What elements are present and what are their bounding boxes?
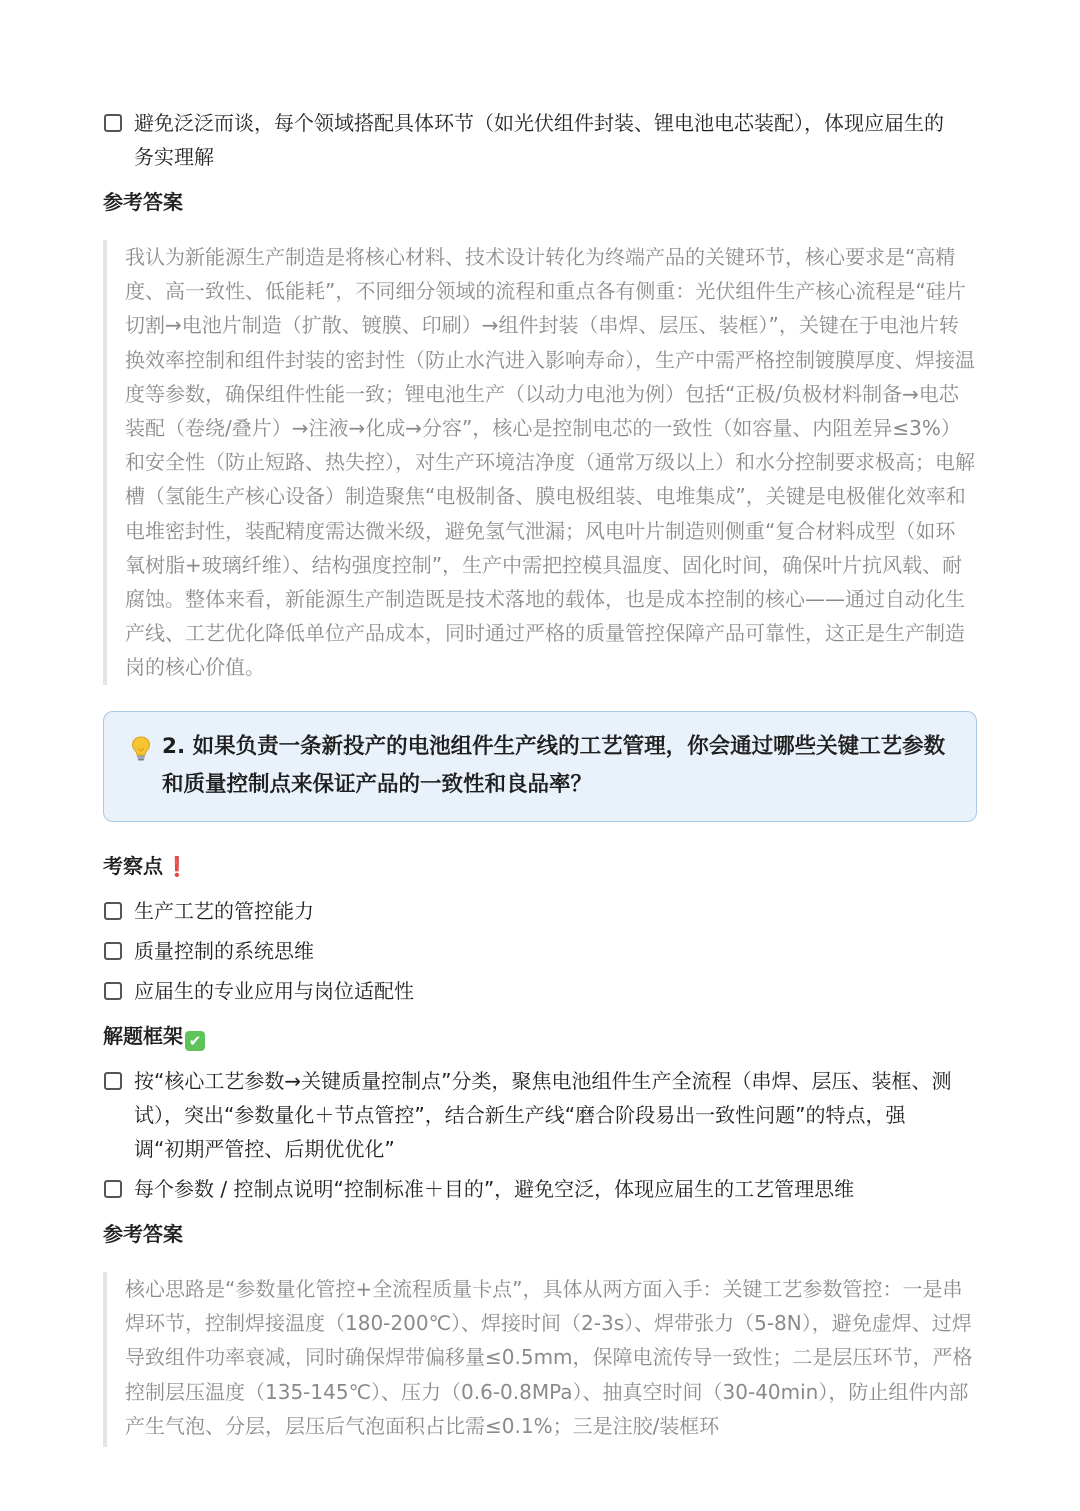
framework-heading: [103, 1021, 205, 1051]
answer-heading: 参考答案: [103, 1222, 183, 1246]
checkbox[interactable]: [104, 1180, 122, 1198]
question-callout: [103, 711, 977, 822]
check-mark-icon: ✔: [185, 1031, 205, 1051]
focus-heading-label: 考察点: [103, 854, 163, 878]
focus-item-text: 应届生的专业应用与岗位适配性: [134, 979, 414, 1003]
checkbox[interactable]: [104, 114, 122, 132]
checkbox[interactable]: [104, 902, 122, 920]
exclamation-icon: ❗: [165, 856, 189, 878]
checkbox[interactable]: [104, 942, 122, 960]
framework-item: [104, 106, 954, 174]
focus-item-text: 质量控制的系统思维: [134, 939, 314, 963]
framework-item: [104, 1064, 954, 1166]
framework-item-text: 按“核心工艺参数→关键质量控制点”分类，聚焦电池组件生产全流程（串焊、层压、装框、测试），突出“参数量化＋节点管控”，结合新生产线“磨合阶段易出一致性问题”的特点，强调“初期严管控、后期优优化”: [134, 1069, 952, 1161]
lightbulb-icon: [131, 736, 151, 762]
answer-text: 我认为新能源生产制造是将核心材料、技术设计转化为终端产品的关键环节，核心要求是“高精度、高一致性、低能耗”，不同细分领域的流程和重点各有侧重：光伏组件生产核心流程是“硅片切割→电池片制造（扩散、镀膜、印刷）→组件封装（串焊、层压、装框）”，关键在于电池片转换效率控制和组件封装的密封性（防止水汽进入影响寿命），生产中需严格控制镀膜厚度、焊接温度等参数，确保组件性能一致；锂电池生产（以动力电池为例）包括“正极/负极材料制备→电芯装配（卷绕/叠片）→注液→化成→分容”，核心是控制电芯的一致性（如容量、内阻差异≤3%）和安全性（防止短路、热失控），对生产环境洁净度（通常万级以上）和水分控制要求极高；电解槽（氢能生产核心设备）制造聚焦“电极制备、膜电极组装、电堆集成”，关键是电极催化效率和电堆密封性，装配精度需达微米级，避免氢气泄漏；风电叶片制造则侧重“复合材料成型（如环氧树脂+玻璃纤维）、结构强度控制”，生产中需把控模具温度、固化时间，确保叶片抗风载、耐腐蚀。整体来看，新能源生产制造既是技术落地的载体，也是成本控制的核心——通过自动化生产线、工艺优化降低单位产品成本，同时通过严格的质量管控保障产品可靠性，这正是生产制造岗的核心价值。: [125, 245, 975, 680]
focus-item-text: 生产工艺的管控能力: [134, 899, 314, 923]
framework-heading-label: 解题框架: [103, 1024, 183, 1048]
focus-item: [104, 974, 414, 1008]
framework-item-text: 避免泛泛而谈，每个领域搭配具体环节（如光伏组件封装、锂电池电芯装配），体现应届生的务实理解: [134, 111, 944, 169]
checkbox[interactable]: [104, 1072, 122, 1090]
checkbox[interactable]: [104, 982, 122, 1000]
framework-item: [104, 1172, 954, 1206]
answer-blockquote: [103, 240, 975, 685]
focus-item: [104, 934, 314, 968]
focus-item: [104, 894, 314, 928]
framework-item-text: 每个参数 / 控制点说明“控制标准＋目的”，避免空泛，体现应届生的工艺管理思维: [134, 1177, 855, 1201]
answer-blockquote: [103, 1272, 975, 1447]
answer-text: 核心思路是“参数量化管控+全流程质量卡点”，具体从两方面入手：关键工艺参数管控：一是串焊环节，控制焊接温度（180-200℃）、焊接时间（2-3s）、焊带张力（5-8N），避免虚焊、过焊导致组件功率衰减，同时确保焊带偏移量≤0.5mm，保障电流传导一致性；二是层压环节，严格控制层压温度（135-145℃）、压力（0.6-0.8MPa）、抽真空时间（30-40min），防止组件内部产生气泡、分层，层压后气泡面积占比需≤0.1%；三是注胶/装框环: [125, 1277, 973, 1438]
focus-heading: [103, 851, 189, 882]
answer-heading: 参考答案: [103, 190, 183, 214]
question-text: 2. 如果负责一条新投产的电池组件生产线的工艺管理，你会通过哪些关键工艺参数和质量控制点来保证产品的一致性和良品率？: [162, 734, 946, 797]
